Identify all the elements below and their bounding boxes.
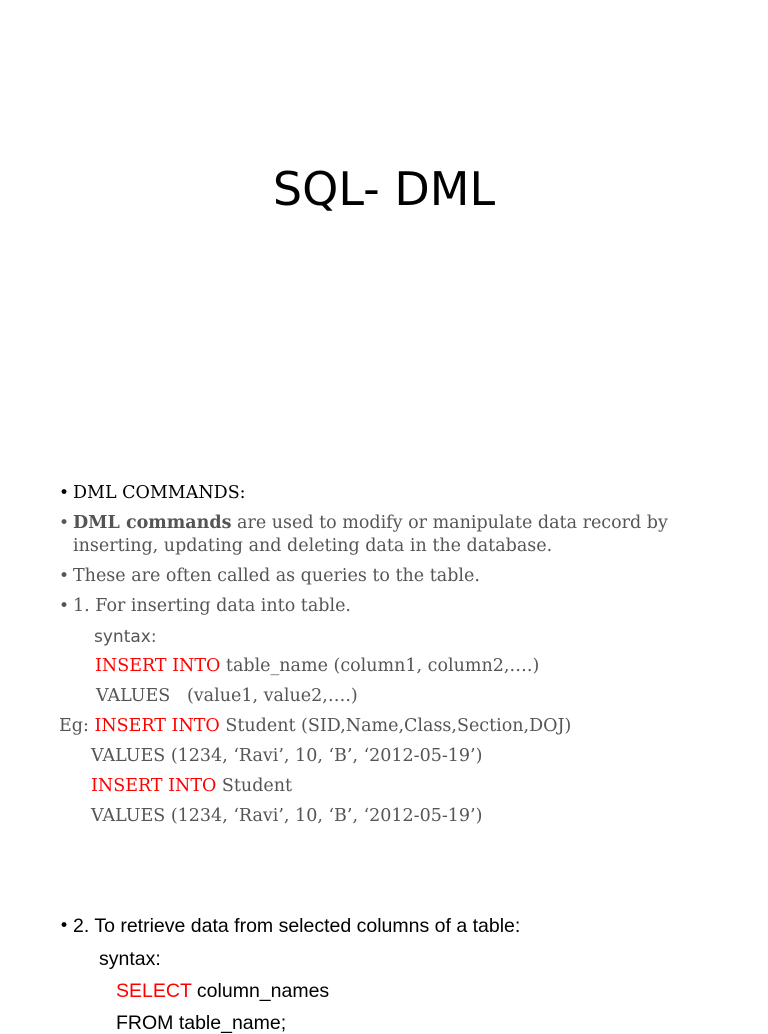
example2-insert-keyword: INSERT INTO [91, 776, 217, 796]
dml-commands-bold: DML commands [73, 513, 232, 533]
syntax-label-2: syntax: [99, 948, 161, 970]
bullet-dml-definition [73, 512, 668, 534]
bullet-queries: These are often called as queries to the table. [73, 566, 480, 586]
slide-title: SQL- DML [272, 162, 496, 216]
example2-insert-rest: Student [216, 776, 293, 796]
insert-keyword: INSERT INTO [95, 656, 221, 676]
insert-syntax-rest: table_name (column1, column2,….) [220, 656, 540, 676]
values-syntax-line: VALUES (value1, value2,….) [96, 686, 358, 706]
example2-insert-line [91, 775, 292, 797]
example-insert-rest: Student (SID,Name,Class,Section,DOJ) [219, 716, 572, 736]
dml-definition-text: are used to modify or manipulate data record by [231, 513, 668, 533]
example2-values-line: VALUES (1234, ‘Ravi’, 10, ‘B’, ‘2012-05-19’) [91, 806, 483, 826]
bullet-retrieve: 2. To retrieve data from selected columns of a table: [73, 915, 521, 937]
select-keyword: SELECT [116, 980, 192, 1002]
insert-syntax-line [95, 655, 539, 677]
select-syntax-rest: column_names [191, 980, 330, 1002]
bullet-icon: • [59, 916, 70, 936]
example-insert-keyword: INSERT INTO [94, 716, 220, 736]
select-syntax-line [116, 980, 329, 1002]
example-line [59, 715, 571, 737]
syntax-label: syntax: [94, 627, 157, 647]
from-syntax-line: FROM table_name; [116, 1012, 287, 1034]
bullet-icon: • [59, 513, 70, 533]
bullet-icon: • [59, 566, 70, 586]
bullet-icon: • [59, 483, 70, 503]
dml-definition-continued: inserting, updating and deleting data in the database. [73, 536, 553, 556]
example-values-line: VALUES (1234, ‘Ravi’, 10, ‘B’, ‘2012-05-19’) [91, 746, 483, 766]
bullet-dml-commands: DML COMMANDS: [73, 483, 246, 503]
example-label: Eg: [59, 716, 95, 736]
bullet-icon: • [59, 596, 70, 616]
bullet-inserting: 1. For inserting data into table. [73, 596, 351, 616]
